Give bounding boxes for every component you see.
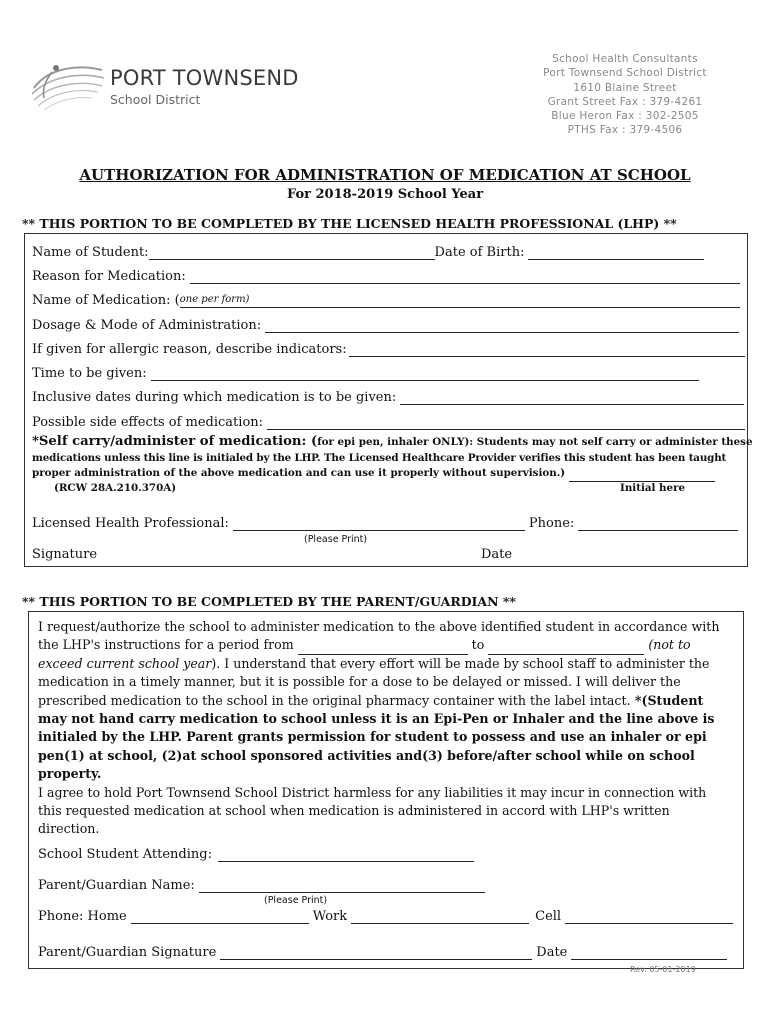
allergic-label: If given for allergic reason, describe indicators:: [32, 342, 347, 357]
logo-name: PORT TOWNSEND: [110, 66, 299, 90]
school-field[interactable]: [218, 848, 474, 862]
student-name-row: [32, 245, 704, 260]
dob-label: Date of Birth:: [434, 245, 525, 260]
initial-here-label: Initial here: [620, 482, 686, 494]
phone-row: [38, 909, 733, 924]
parent-text: to: [471, 637, 485, 653]
parent-name-label: Parent/Guardian Name:: [38, 878, 195, 893]
parent-text: direction.: [38, 821, 100, 837]
dosage-field[interactable]: [265, 319, 739, 333]
lhp-heading: ** THIS PORTION TO BE COMPLETED BY THE LICENSED HEALTH PROFESSIONAL (LHP) **: [22, 216, 677, 231]
parent-text: property.: [38, 766, 102, 782]
parent-signature-field[interactable]: [220, 946, 532, 960]
parent-text: this requested medication at school when medication is administered in accord with LHP's written: [38, 803, 670, 819]
reason-label: Reason for Medication:: [32, 269, 186, 284]
work-phone-field[interactable]: [351, 910, 529, 924]
parent-text: ). I understand that every effort will be made by school staff to administer the: [211, 655, 710, 671]
please-print-note: (Please Print): [264, 895, 328, 906]
parent-date-field[interactable]: [571, 946, 727, 960]
parent-text: prescribed medication to the school in the original pharmacy container with the label intact.: [38, 692, 631, 708]
self-carry-line-3: proper administration of the above medication and can use it properly without supervision.): [32, 467, 566, 479]
contact-block: [520, 52, 730, 138]
parent-text: the LHP's instructions for a period from: [38, 637, 294, 653]
revision-note: Rev. 05-01-2019: [630, 966, 696, 972]
self-carry-line-2: medications unless this line is initialed by the LHP. The Licensed Healthcare Provider verifies this student has been taught: [32, 451, 727, 464]
form-subtitle: For 2018-2019 School Year: [286, 187, 484, 202]
parent-text: initialed by the LHP. Parent grants permission for student to possess and use an inhaler or epi: [38, 729, 707, 745]
home-phone-field[interactable]: [131, 910, 309, 924]
dob-field[interactable]: [528, 246, 704, 260]
parent-text: *(Student: [630, 692, 704, 708]
parent-heading: ** THIS PORTION TO BE COMPLETED BY THE PARENT/GUARDIAN **: [22, 594, 516, 609]
lhp-phone-field[interactable]: [578, 517, 738, 531]
phone-label: Phone:: [528, 516, 575, 531]
contact-line: PTHS Fax : 379-4506: [567, 124, 683, 137]
side-effects-field[interactable]: [267, 416, 745, 430]
rcw-label: (RCW 28A.210.370A): [54, 482, 177, 494]
district-logo: [28, 58, 308, 118]
contact-line: Grant Street Fax : 379-4261: [547, 95, 703, 108]
parent-sig-label: Parent/Guardian Signature: [38, 945, 217, 960]
contact-line: School Health Consultants: [552, 53, 698, 65]
contact-line: Port Townsend School District: [543, 67, 707, 80]
self-carry-line-1: for epi pen, inhaler ONLY): Students may not self carry or administer these: [317, 436, 753, 448]
phone-home-label: Phone: Home: [38, 909, 127, 924]
side-effects-label: Possible side effects of medication:: [32, 415, 264, 430]
side-effects-row: [32, 415, 745, 430]
time-field[interactable]: [151, 367, 699, 381]
dates-row: [32, 390, 744, 405]
form-title: AUTHORIZATION FOR ADMINISTRATION OF MEDICATION AT SCHOOL: [79, 166, 691, 184]
logo-subtitle: School District: [110, 92, 201, 107]
parent-name-row: [38, 878, 485, 893]
time-label: Time to be given:: [32, 366, 147, 381]
time-row: [32, 366, 699, 381]
work-label: Work: [312, 909, 348, 924]
parent-paragraph: [38, 618, 730, 839]
lhp-name-field[interactable]: [233, 517, 525, 531]
med-name-row: [32, 293, 740, 308]
dosage-label: Dosage & Mode of Administration:: [32, 318, 262, 333]
lhp-name-row: [32, 516, 738, 531]
student-name-label: Name of Student:: [32, 245, 149, 260]
parent-text: I agree to hold Port Townsend School District harmless for any liabilities it may incur in connection with: [38, 784, 707, 800]
allergic-field[interactable]: [349, 343, 745, 357]
period-to-field[interactable]: [488, 641, 644, 655]
med-name-field[interactable]: [256, 294, 740, 308]
lhp-label: Licensed Health Professional:: [32, 516, 229, 531]
med-name-label: Name of Medication: (: [32, 293, 180, 308]
date-label: Date: [536, 945, 568, 960]
school-label: School Student Attending:: [38, 847, 212, 862]
cell-phone-field[interactable]: [565, 910, 733, 924]
school-row: [38, 847, 474, 862]
self-carry-block: [32, 434, 753, 482]
dates-field[interactable]: [400, 391, 744, 405]
parent-text: may not hand carry medication to school unless it is an Epi-Pen or Inhaler and the line above is: [38, 711, 715, 727]
cell-label: Cell: [535, 909, 562, 924]
initial-field[interactable]: [569, 470, 715, 482]
parent-text: I request/authorize the school to administer medication to the above identified student in accordance with: [38, 619, 720, 634]
parent-text: (not to: [648, 637, 691, 653]
contact-line: 1610 Blaine Street: [573, 81, 677, 94]
parent-text: medication in a timely manner, but it is possible for a dose to be delayed or missed. I will deliver the: [38, 674, 681, 690]
swoosh-logo-icon: [28, 58, 108, 114]
allergic-row: [32, 342, 745, 357]
parent-text: exceed current school year: [38, 655, 212, 671]
date-label: Date: [481, 547, 513, 562]
parent-text: pen(1) at school, (2)at school sponsored activities and(3) before/after school while on school: [38, 747, 695, 763]
contact-line: Blue Heron Fax : 302-2505: [551, 110, 699, 123]
please-print-note: (Please Print): [304, 534, 368, 545]
self-carry-heading: *Self carry/administer of medication: (: [32, 434, 318, 449]
med-name-note: one per form): [180, 294, 256, 308]
student-name-field[interactable]: [149, 246, 435, 260]
signature-label: Signature: [32, 547, 98, 562]
period-from-field[interactable]: [298, 641, 468, 655]
dates-label: Inclusive dates during which medication is to be given:: [32, 390, 397, 405]
dosage-row: [32, 318, 739, 333]
reason-field[interactable]: [190, 270, 740, 284]
reason-row: [32, 269, 740, 284]
parent-signature-row: [38, 945, 727, 960]
parent-name-field[interactable]: [199, 879, 485, 893]
